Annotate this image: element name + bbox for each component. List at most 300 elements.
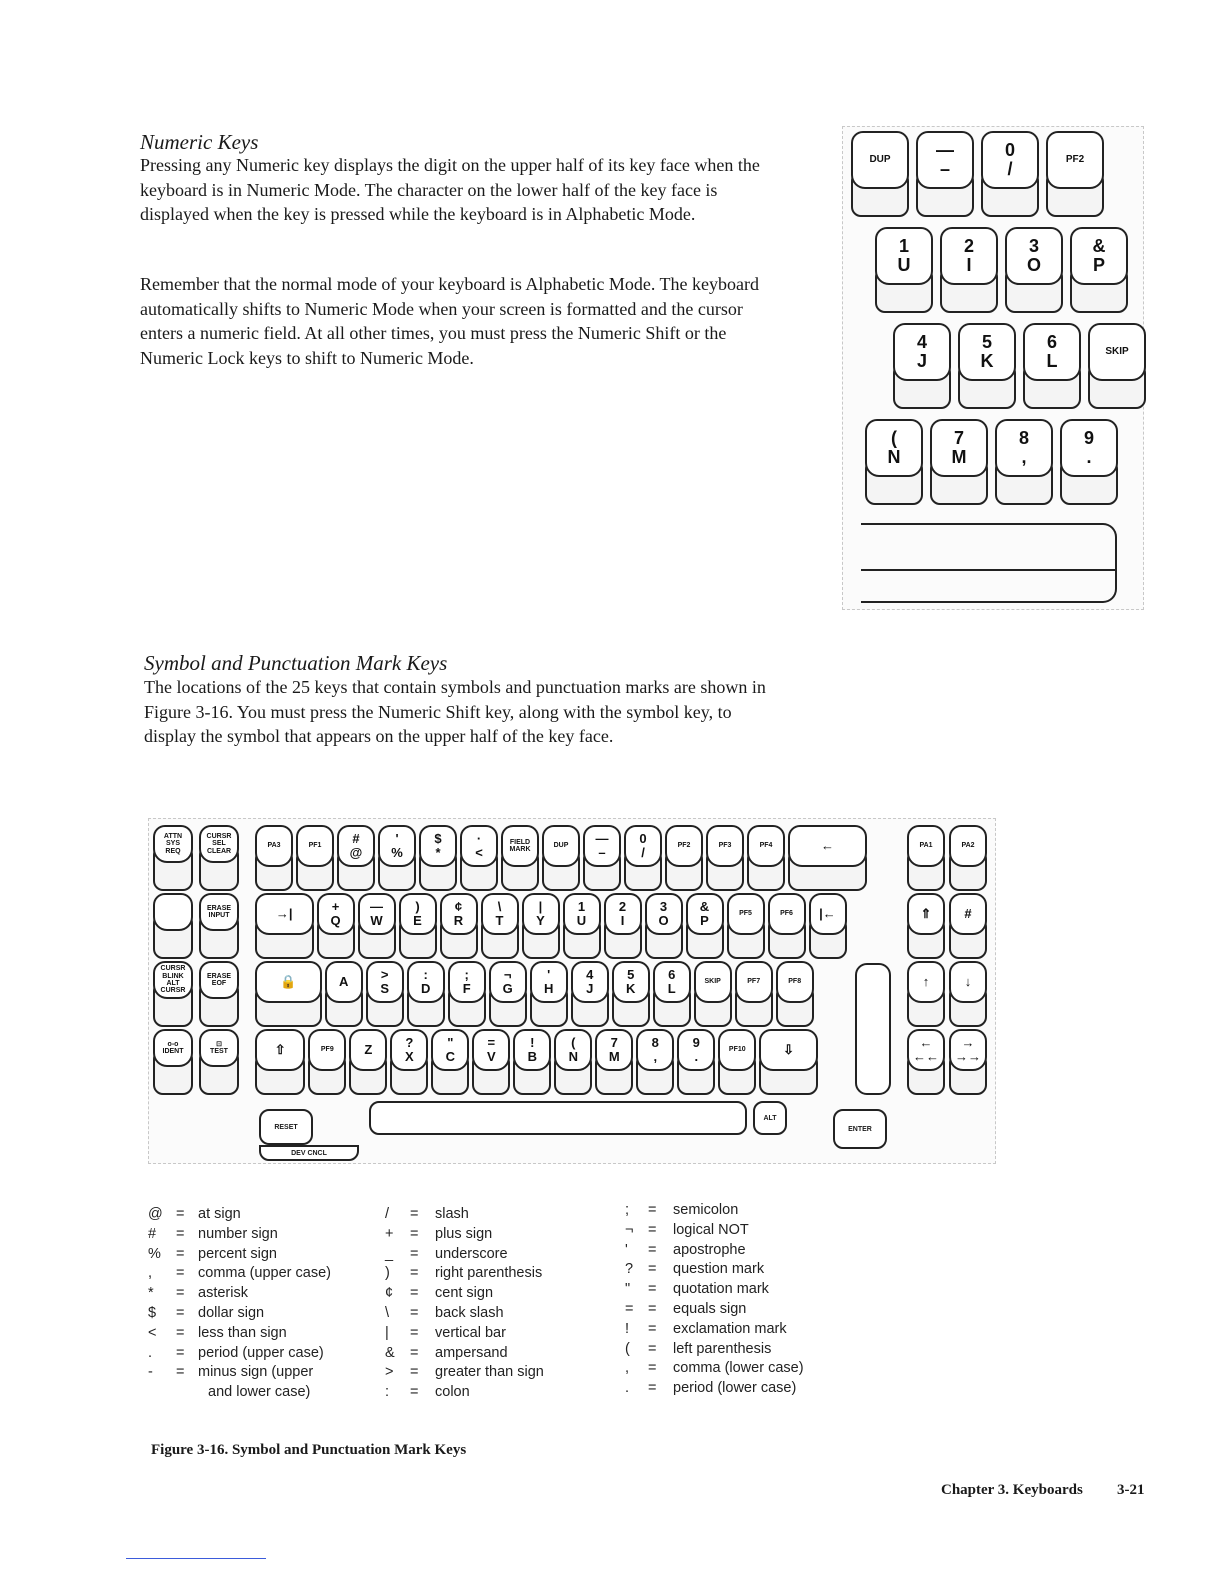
legend-equals: = — [648, 1380, 657, 1397]
key-ident-o-o[interactable] — [153, 1029, 193, 1095]
key-upper-legend: 0 — [639, 831, 647, 847]
key-cap — [571, 961, 609, 1003]
legend-symbol: & — [385, 1344, 395, 1361]
key-cap — [1088, 323, 1146, 381]
key-cap — [366, 961, 404, 1003]
legend-equals: = — [176, 1324, 185, 1341]
legend-name: and lower case) — [208, 1384, 311, 1401]
key-upper-legend: 4 — [916, 332, 927, 353]
key-y[interactable] — [522, 893, 560, 959]
key-symbol[interactable] — [907, 961, 945, 1027]
legend-equals: = — [176, 1206, 185, 1222]
key-symbol[interactable] — [255, 961, 322, 1027]
key-upper-legend: ⇧ — [274, 1042, 286, 1058]
space-bar-divider — [861, 569, 1115, 571]
key-o-3[interactable] — [645, 893, 683, 959]
key-symbol[interactable] — [255, 1029, 305, 1095]
key-upper-legend: ⇩ — [783, 1042, 794, 1058]
key-upper-legend: & — [1092, 236, 1106, 257]
legend-symbol: ' — [625, 1241, 628, 1258]
key-lower-legend: C — [445, 1049, 455, 1064]
key-upper-legend: | — [538, 899, 543, 915]
legend-name: semicolon — [673, 1202, 739, 1218]
key-pf6[interactable] — [768, 893, 806, 959]
key-d[interactable] — [407, 961, 445, 1027]
key-upper-legend: ) — [415, 899, 420, 915]
key-cap — [949, 825, 987, 867]
key-upper-legend: 5 — [627, 967, 635, 983]
key-g[interactable] — [489, 961, 527, 1027]
key-cap — [851, 131, 909, 189]
key-f[interactable] — [448, 961, 486, 1027]
key-w[interactable] — [358, 893, 396, 959]
key-cap — [624, 825, 662, 867]
key-clear-cursr-sel[interactable] — [199, 825, 239, 891]
key-lower-legend: →→ — [955, 1049, 981, 1064]
key-cap — [199, 1029, 239, 1067]
key-cap — [489, 961, 527, 1003]
key-cap — [809, 893, 847, 935]
key-pf3[interactable] — [706, 825, 744, 891]
key-m-7[interactable] — [930, 419, 988, 505]
key-upper-legend: 7 — [610, 1035, 618, 1051]
key-lower-legend: – — [598, 845, 606, 860]
key-upper-legend: DUP — [869, 153, 891, 165]
key-upper-legend: 2 — [618, 899, 627, 915]
key-upper-legend: 1 — [898, 236, 909, 257]
key-cap — [255, 825, 293, 867]
key-c[interactable] — [431, 1029, 469, 1095]
key-lower-legend: P — [1092, 255, 1105, 275]
key-z[interactable] — [349, 1029, 387, 1095]
key-cap — [958, 323, 1016, 381]
key-lower-legend: / — [641, 845, 645, 860]
key-upper-legend: ( — [571, 1035, 576, 1051]
key-lower-legend: U — [576, 913, 587, 928]
key-upper-legend: ? — [405, 1035, 414, 1051]
key-cap — [153, 825, 193, 863]
key-upper-legend: PA1 — [919, 842, 933, 850]
footer-chapter: Chapter 3. Keyboards — [941, 1482, 1083, 1498]
key-lower-legend: M — [608, 1049, 620, 1064]
key-lower-legend: W — [370, 913, 383, 928]
key-v[interactable] — [472, 1029, 510, 1095]
key-field-mark[interactable] — [501, 825, 539, 891]
key-cap — [995, 419, 1053, 477]
legend-equals: = — [648, 1261, 657, 1278]
key-cap — [337, 825, 375, 867]
key-k-5[interactable] — [612, 961, 650, 1027]
key-upper-legend: ; — [464, 967, 469, 983]
key-upper-legend: PA2 — [961, 842, 975, 850]
key-t[interactable] — [481, 893, 519, 959]
dev-cancel-key[interactable]: DEV CNCL — [259, 1145, 359, 1161]
key-cap — [583, 825, 621, 867]
key-cap — [153, 893, 193, 931]
key-lower-legend: K — [980, 351, 994, 371]
legend-symbol: $ — [148, 1305, 157, 1321]
key-i-2[interactable] — [940, 227, 998, 313]
key-upper-legend: CURSR SEL — [206, 832, 232, 848]
key-lower-legend: ERASE INPUT — [206, 904, 232, 919]
legend-symbol: > — [385, 1364, 394, 1381]
key-upper-legend: 7 — [953, 428, 964, 449]
key-cap — [153, 1029, 193, 1067]
key-pa3[interactable] — [255, 825, 293, 891]
key-upper-legend: ERASE EOF — [206, 972, 232, 987]
symbol-legend — [148, 1202, 848, 1406]
key-lower-legend: E — [413, 913, 422, 928]
key-cap — [776, 961, 814, 1003]
key-cap — [940, 227, 998, 285]
key-pf2[interactable] — [665, 825, 703, 891]
key-lower-legend: – — [939, 159, 950, 179]
key-cap — [706, 825, 744, 867]
key-pf9[interactable] — [308, 1029, 346, 1095]
key-p[interactable] — [1070, 227, 1128, 313]
key-n[interactable] — [554, 1029, 592, 1095]
key-cap — [949, 1029, 987, 1071]
legend-name: equals sign — [673, 1301, 747, 1317]
key-upper-legend: — — [936, 140, 954, 161]
footer-page-number: 3-21 — [1117, 1482, 1145, 1498]
key-cap — [1023, 323, 1081, 381]
key-cap — [677, 1029, 715, 1071]
key-lower-legend: / — [1007, 159, 1013, 179]
key-cap — [255, 961, 322, 1003]
bottom-rule — [126, 1558, 266, 1559]
keyboard-figure — [148, 818, 996, 1164]
key-dup[interactable] — [851, 131, 909, 217]
key-0[interactable] — [981, 131, 1039, 217]
key-i-2[interactable] — [604, 893, 642, 959]
key-o-3[interactable] — [1005, 227, 1063, 313]
key-lower-legend: P — [700, 913, 709, 928]
legend-equals: = — [410, 1265, 419, 1282]
legend-symbol: ? — [625, 1261, 634, 1278]
key-cap — [981, 131, 1039, 189]
key-cap — [358, 893, 396, 935]
key-symbol[interactable] — [916, 131, 974, 217]
key-8[interactable] — [995, 419, 1053, 505]
key-cap — [916, 131, 974, 189]
symbol-keys-heading: Symbol and Punctuation Mark Keys — [144, 651, 448, 675]
key-upper-legend: — — [595, 831, 609, 847]
key-cap — [907, 825, 945, 867]
key-upper-legend: SKIP — [1105, 345, 1129, 357]
key-lower-legend: < — [475, 845, 483, 860]
key-upper-legend: |← — [819, 906, 836, 922]
legend-symbol: + — [385, 1225, 394, 1242]
legend-name: cent sign — [435, 1285, 494, 1302]
key-cap — [419, 825, 457, 867]
key-pf5[interactable] — [727, 893, 765, 959]
key-cap — [604, 893, 642, 935]
legend-name: ampersand — [435, 1344, 508, 1361]
key-upper-legend: 5 — [981, 332, 992, 353]
enter-key[interactable]: ENTER — [833, 1109, 887, 1149]
key-cap — [907, 893, 945, 935]
legend-equals: = — [176, 1285, 185, 1302]
key-8[interactable] — [636, 1029, 674, 1095]
key-pf4[interactable] — [747, 825, 785, 891]
key-cap — [1046, 131, 1104, 189]
key-symbol[interactable] — [583, 825, 621, 891]
key-cap — [768, 893, 806, 935]
key-symbol[interactable] — [255, 893, 314, 959]
key-cap — [513, 1029, 551, 1071]
legend-symbol: ¢ — [385, 1285, 394, 1302]
legend-symbol: , — [148, 1265, 153, 1282]
key-l-6[interactable] — [1023, 323, 1081, 409]
key-upper-legend: PF5 — [739, 910, 752, 918]
key-cap — [481, 893, 519, 935]
key-cap — [1060, 419, 1118, 477]
key-cap — [718, 1029, 756, 1071]
legend-symbol: . — [148, 1344, 153, 1361]
key-upper-legend: PF10 — [728, 1046, 746, 1054]
key-q[interactable] — [317, 893, 355, 959]
legend-symbol: ¬ — [625, 1221, 634, 1238]
key-upper-legend: · — [476, 831, 482, 847]
legend-symbol: " — [625, 1281, 631, 1298]
legend-equals: = — [176, 1245, 185, 1262]
legend-symbol: = — [625, 1301, 634, 1317]
key-upper-legend: ( — [891, 428, 897, 449]
key-skip[interactable] — [694, 961, 732, 1027]
key-pf7[interactable] — [735, 961, 773, 1027]
key-erase-input[interactable] — [199, 893, 239, 959]
legend-name: comma (upper case) — [198, 1265, 331, 1282]
legend-equals: = — [410, 1364, 419, 1381]
legend-name: exclamation mark — [673, 1320, 787, 1337]
key-l-6[interactable] — [653, 961, 691, 1027]
key-lower-legend: ALT CURSR — [160, 980, 186, 995]
legend-symbol: * — [148, 1285, 154, 1302]
key-e[interactable] — [399, 893, 437, 959]
key-cap — [542, 825, 580, 867]
key-test[interactable] — [199, 1029, 239, 1095]
key-upper-legend: ← — [821, 838, 834, 854]
legend-name: period (lower case) — [673, 1380, 797, 1397]
key-x[interactable] — [390, 1029, 428, 1095]
key-symbol[interactable] — [378, 825, 416, 891]
key-alt-cursr-cursr-blink[interactable] — [153, 961, 193, 1027]
key-cap — [308, 1029, 346, 1071]
reset-key[interactable]: RESET — [259, 1109, 313, 1145]
legend-equals: = — [410, 1384, 419, 1401]
legend-symbol: ) — [385, 1265, 390, 1282]
key-lower-legend: L — [1046, 351, 1058, 371]
key-lower-legend: TEST — [210, 1048, 228, 1055]
key-upper-legend: →| — [275, 906, 293, 922]
key-upper-legend: ← — [919, 1035, 933, 1051]
key-j-4[interactable] — [893, 323, 951, 409]
key-upper-legend: — — [370, 899, 383, 915]
key-cap — [390, 1029, 428, 1071]
key-cap — [665, 825, 703, 867]
key-symbol[interactable] — [949, 893, 987, 959]
key-upper-legend: + — [331, 899, 340, 915]
legend-symbol: | — [385, 1324, 389, 1341]
key-cap — [501, 825, 539, 867]
key-cap — [930, 419, 988, 477]
key-symbol[interactable] — [809, 893, 847, 959]
key-upper-legend: PA3 — [267, 842, 281, 850]
key-s[interactable] — [366, 961, 404, 1027]
key-pa2[interactable] — [949, 825, 987, 891]
key-upper-legend: PF7 — [747, 978, 761, 986]
key-skip[interactable] — [1088, 323, 1146, 409]
alt-key[interactable]: ALT — [753, 1101, 787, 1135]
key-symbol[interactable] — [907, 893, 945, 959]
key-lower-legend: Y — [536, 913, 545, 928]
key-symbol[interactable] — [153, 893, 193, 959]
legend-name: quotation mark — [673, 1281, 769, 1298]
key-upper-legend: PF8 — [788, 978, 802, 986]
key-upper-legend: ' — [395, 831, 399, 847]
key-upper-legend: 3 — [659, 899, 668, 915]
key-lower-legend: H — [543, 981, 554, 996]
key-lower-legend: IDENT — [162, 1048, 184, 1055]
key-p[interactable] — [686, 893, 724, 959]
key-cap — [407, 961, 445, 1003]
key-upper-legend: = — [487, 1035, 496, 1051]
legend-name: less than sign — [198, 1324, 287, 1341]
key-cap — [788, 825, 867, 867]
key-symbol[interactable] — [907, 1029, 945, 1095]
legend-equals: = — [176, 1364, 185, 1381]
legend-symbol: : — [385, 1384, 390, 1401]
legend-symbol: - — [148, 1364, 153, 1381]
key-cap — [153, 961, 193, 999]
key-cap — [199, 893, 239, 931]
legend-equals: = — [648, 1340, 657, 1357]
key-cap — [893, 323, 951, 381]
legend-symbol: / — [385, 1206, 390, 1222]
key-upper-legend: 0 — [1004, 140, 1015, 161]
key-cap — [686, 893, 724, 935]
key-upper-legend: # — [352, 831, 360, 847]
key-u-1[interactable] — [563, 893, 601, 959]
legend-equals: = — [648, 1360, 657, 1377]
key-upper-legend: ¬ — [503, 967, 512, 983]
key-lower-legend: SYS REQ — [165, 840, 181, 855]
legend-symbol: < — [148, 1324, 157, 1341]
key-n[interactable] — [865, 419, 923, 505]
key-symbol[interactable] — [759, 1029, 818, 1095]
key-new-line[interactable] — [855, 963, 891, 1095]
key-symbol[interactable] — [949, 1029, 987, 1095]
key-h[interactable] — [530, 961, 568, 1027]
key-lower-legend: % — [391, 845, 403, 860]
key-pf1[interactable] — [296, 825, 334, 891]
key-symbol[interactable] — [788, 825, 867, 891]
key-9[interactable] — [677, 1029, 715, 1095]
key-upper-legend: \ — [497, 899, 502, 915]
key-dup[interactable] — [542, 825, 580, 891]
key-r[interactable] — [440, 893, 478, 959]
key-upper-legend: 8 — [651, 1035, 659, 1051]
key-sys-req-attn[interactable] — [153, 825, 193, 891]
legend-equals: = — [410, 1324, 419, 1341]
key-upper-legend: $ — [434, 831, 442, 847]
key-symbol[interactable] — [419, 825, 457, 891]
key-upper-legend: ↑ — [922, 974, 930, 990]
key-upper-legend: 6 — [668, 967, 676, 983]
key-symbol[interactable] — [337, 825, 375, 891]
key-pf2[interactable] — [1046, 131, 1104, 217]
key-lower-legend: I — [620, 913, 625, 928]
space-bar[interactable] — [369, 1101, 747, 1135]
legend-name: period (upper case) — [198, 1344, 324, 1361]
key-pf8[interactable] — [776, 961, 814, 1027]
key-cap — [199, 961, 239, 999]
key-lower-legend: M — [951, 447, 967, 467]
numeric-keys-paragraph-2: Remember that the normal mode of your keyboard is Alphabetic Mode. The keyboard automatically shifts to Numeric Mode when your screen is formatted and the cursor enters a numeric field. At all other times, you must press the Numeric Shift or the Numeric Lock keys to shift to Numeric Mode. — [140, 274, 759, 368]
key-cap — [875, 227, 933, 285]
key-symbol[interactable] — [460, 825, 498, 891]
key-lower-legend: R — [453, 913, 464, 928]
legend-name: question mark — [673, 1261, 765, 1278]
key-symbol[interactable] — [949, 961, 987, 1027]
key-a[interactable] — [325, 961, 363, 1027]
key-0[interactable] — [624, 825, 662, 891]
key-9[interactable] — [1060, 419, 1118, 505]
key-b[interactable] — [513, 1029, 551, 1095]
key-cap — [530, 961, 568, 1003]
key-cap — [747, 825, 785, 867]
key-upper-legend: ↓ — [964, 974, 972, 990]
key-cap — [727, 893, 765, 935]
key-cap — [317, 893, 355, 935]
key-upper-legend: 9 — [692, 1035, 700, 1051]
key-j-4[interactable] — [571, 961, 609, 1027]
key-upper-legend: & — [699, 899, 710, 915]
key-upper-legend: 4 — [586, 967, 594, 983]
key-lower-legend: S — [380, 981, 390, 996]
key-cap — [522, 893, 560, 935]
key-erase-eof[interactable] — [199, 961, 239, 1027]
key-cap — [399, 893, 437, 935]
key-upper-legend: PF1 — [308, 842, 322, 850]
key-m-7[interactable] — [595, 1029, 633, 1095]
key-lower-legend: . — [694, 1049, 699, 1064]
legend-equals: = — [648, 1281, 657, 1298]
legend-equals: = — [648, 1301, 657, 1317]
key-lower-legend: * — [435, 845, 441, 860]
key-cap — [1005, 227, 1063, 285]
legend-name: left parenthesis — [673, 1340, 772, 1357]
key-pf10[interactable] — [718, 1029, 756, 1095]
key-cap — [645, 893, 683, 935]
legend-symbol: ! — [625, 1320, 630, 1337]
key-pa1[interactable] — [907, 825, 945, 891]
key-u-1[interactable] — [875, 227, 933, 313]
legend-name: greater than sign — [435, 1364, 544, 1381]
key-k-5[interactable] — [958, 323, 1016, 409]
legend-name: dollar sign — [198, 1305, 265, 1321]
key-space-bar[interactable] — [861, 523, 1117, 603]
legend-equals: = — [648, 1320, 657, 1337]
key-cap — [694, 961, 732, 1003]
key-lower-legend: N — [887, 447, 901, 467]
legend-symbol: , — [625, 1360, 630, 1377]
key-cap — [1070, 227, 1128, 285]
legend-symbol: \ — [385, 1305, 390, 1321]
legend-name: number sign — [198, 1225, 278, 1242]
key-upper-legend: PF9 — [320, 1046, 334, 1054]
